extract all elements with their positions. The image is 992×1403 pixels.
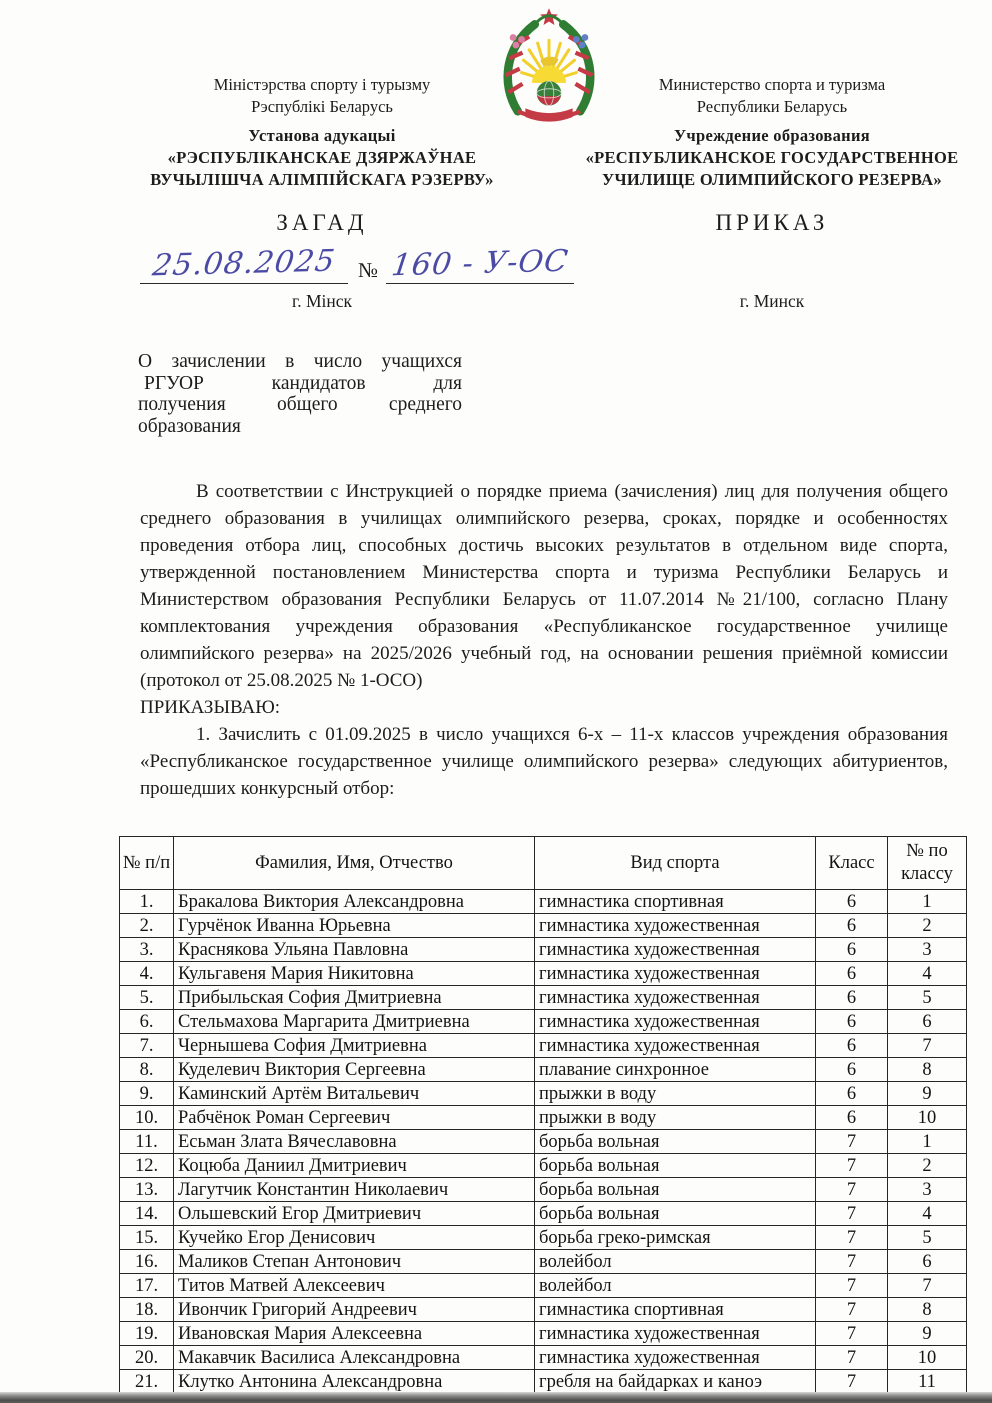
cell-class-number: 4: [888, 1202, 967, 1226]
cell-sport: борьба греко-римская: [535, 1226, 816, 1250]
cell-student-name: Коцюба Даниил Дмитриевич: [174, 1154, 535, 1178]
cell-class-number: 6: [888, 1250, 967, 1274]
cell-sport: гимнастика спортивная: [535, 890, 816, 914]
org-name-be-line2: «РЭСПУБЛІКАНСКАЕ ДЗЯРЖАЎНАЕ: [167, 148, 477, 167]
cell-row-number: 10.: [120, 1106, 174, 1130]
org-name-ru-line1: Учреждение образования: [673, 126, 870, 145]
number-underline: [386, 243, 574, 284]
cell-class-number: 10: [888, 1106, 967, 1130]
doc-type-ru: ПРИКАЗ: [715, 210, 829, 235]
table-row: [120, 1130, 967, 1154]
cell-grade: 6: [816, 962, 888, 986]
cell-student-name: Куделевич Виктория Сергеевна: [174, 1058, 535, 1082]
cell-row-number: 4.: [120, 962, 174, 986]
org-name-ru-line2: «РЕСПУБЛИКАНСКОЕ ГОСУДАРСТВЕННОЕ: [585, 148, 959, 167]
students-table: [119, 836, 967, 1393]
cell-sport: борьба вольная: [535, 1178, 816, 1202]
cell-class-number: 3: [888, 938, 967, 962]
table-row: [120, 1034, 967, 1058]
cell-grade: 7: [816, 1346, 888, 1370]
scan-edge-shadow: [0, 1392, 992, 1403]
cell-row-number: 6.: [120, 1010, 174, 1034]
table-row: [120, 986, 967, 1010]
col-header-num: № п/п: [120, 837, 174, 890]
cell-row-number: 1.: [120, 890, 174, 914]
table-row: [120, 890, 967, 914]
cell-grade: 7: [816, 1322, 888, 1346]
cell-student-name: Чернышева София Дмитриевна: [174, 1034, 535, 1058]
cell-row-number: 3.: [120, 938, 174, 962]
cell-student-name: Прибыльская София Дмитриевна: [174, 986, 535, 1010]
cell-grade: 7: [816, 1202, 888, 1226]
cell-class-number: 2: [888, 914, 967, 938]
header-russian: [576, 74, 968, 191]
cell-class-number: 8: [888, 1298, 967, 1322]
cell-class-number: 6: [888, 1010, 967, 1034]
cell-grade: 7: [816, 1130, 888, 1154]
org-name-be-line3: ВУЧЫЛІШЧА АЛІМПІЙСКАГА РЭЗЕРВУ»: [150, 170, 494, 189]
subject-line: образования: [138, 415, 241, 437]
ministry-name-be-line2: Рэспублікі Беларусь: [251, 97, 393, 116]
table-row: [120, 1370, 967, 1394]
cell-student-name: Ольшевский Егор Дмитриевич: [174, 1202, 535, 1226]
date-underline: [140, 243, 348, 284]
table-row: [120, 1106, 967, 1130]
handwritten-order-number: 160 - У-ОС: [389, 243, 571, 284]
table-row: [120, 1322, 967, 1346]
cell-sport: борьба вольная: [535, 1130, 816, 1154]
cell-row-number: 17.: [120, 1274, 174, 1298]
cell-sport: плавание синхронное: [535, 1058, 816, 1082]
cell-row-number: 20.: [120, 1346, 174, 1370]
cell-grade: 6: [816, 1010, 888, 1034]
ministry-name-ru-line2: Республики Беларусь: [696, 97, 848, 116]
cell-class-number: 8: [888, 1058, 967, 1082]
command-word: ПРИКАЗЫВАЮ:: [140, 697, 281, 718]
cell-row-number: 7.: [120, 1034, 174, 1058]
cell-student-name: Краснякова Ульяна Павловна: [174, 938, 535, 962]
cell-grade: 6: [816, 890, 888, 914]
city-ru: г. Минск: [739, 291, 805, 311]
table-row: [120, 914, 967, 938]
table-row: [120, 1010, 967, 1034]
cell-grade: 7: [816, 1226, 888, 1250]
cell-grade: 7: [816, 1154, 888, 1178]
cell-class-number: 1: [888, 1130, 967, 1154]
cell-student-name: Каминский Артём Витальевич: [174, 1082, 535, 1106]
cell-sport: прыжки в воду: [535, 1106, 816, 1130]
table-row: [120, 1202, 967, 1226]
col-header-sport: Вид спорта: [535, 837, 816, 890]
cell-row-number: 16.: [120, 1250, 174, 1274]
org-name-be-line1: Установа адукацыі: [248, 126, 396, 145]
subject-line: РГУОР кандидатов для: [144, 372, 462, 394]
cell-student-name: Ивановская Мария Алексеевна: [174, 1322, 535, 1346]
cell-class-number: 10: [888, 1346, 967, 1370]
cell-grade: 7: [816, 1370, 888, 1394]
cell-sport: волейбол: [535, 1250, 816, 1274]
cell-sport: гимнастика художественная: [535, 1034, 816, 1058]
cell-grade: 7: [816, 1298, 888, 1322]
header-belarusian: [134, 74, 510, 191]
handwritten-date: 25.08.2025: [150, 243, 338, 284]
cell-grade: 7: [816, 1274, 888, 1298]
cell-sport: гимнастика художественная: [535, 1010, 816, 1034]
cell-class-number: 9: [888, 1082, 967, 1106]
cell-row-number: 11.: [120, 1130, 174, 1154]
cell-grade: 7: [816, 1178, 888, 1202]
cell-student-name: Маликов Степан Антонович: [174, 1250, 535, 1274]
ministry-name-ru-line1: Министерство спорта и туризма: [658, 75, 886, 94]
table-header-row: [120, 837, 967, 890]
cell-student-name: Стельмахова Маргарита Дмитриевна: [174, 1010, 535, 1034]
cell-sport: гимнастика художественная: [535, 938, 816, 962]
cell-class-number: 3: [888, 1178, 967, 1202]
cell-row-number: 19.: [120, 1322, 174, 1346]
cell-class-number: 1: [888, 890, 967, 914]
body-paragraph: В соответствии с Инструкцией о порядке приема (зачисления) лиц для получения общего среднего образования в училищах олимпийского резерва, сроках, порядке и особенностях проведения отбора лиц, способных достичь высоких результатов в отдельном виде спорта, утвержденной постановлением Министерства спорта и туризма Республики Беларусь и Министерством образования Республики Беларусь от 11.07.2014 №21/100, согласно Плану комплектования учреждения образования «Республиканское государственное училище олимпийского резерва» на 2025/2026 учебный год, на основании решения приёмной комиссии (протокол от 25.08.2025 № 1-ОСО): [140, 481, 948, 691]
cell-sport: гимнастика художественная: [535, 1346, 816, 1370]
cell-sport: гимнастика художественная: [535, 962, 816, 986]
cell-class-number: 4: [888, 962, 967, 986]
cell-sport: волейбол: [535, 1274, 816, 1298]
cell-class-number: 11: [888, 1370, 967, 1394]
cell-sport: гимнастика художественная: [535, 986, 816, 1010]
table-row: [120, 1274, 967, 1298]
cell-sport: борьба вольная: [535, 1202, 816, 1226]
cell-row-number: 15.: [120, 1226, 174, 1250]
cell-row-number: 12.: [120, 1154, 174, 1178]
cell-student-name: Рабчёнок Роман Сергеевич: [174, 1106, 535, 1130]
cell-row-number: 5.: [120, 986, 174, 1010]
cell-grade: 6: [816, 938, 888, 962]
cell-student-name: Кульгавеня Мария Никитовна: [174, 962, 535, 986]
cell-grade: 6: [816, 1058, 888, 1082]
cell-grade: 6: [816, 914, 888, 938]
cell-grade: 7: [816, 1250, 888, 1274]
cell-class-number: 9: [888, 1322, 967, 1346]
cell-grade: 6: [816, 1082, 888, 1106]
cell-sport: борьба вольная: [535, 1154, 816, 1178]
cell-class-number: 2: [888, 1154, 967, 1178]
subject-line: О зачислении в число учащихся: [138, 351, 462, 372]
city-be: г. Мінск: [291, 291, 352, 311]
cell-class-number: 5: [888, 986, 967, 1010]
order-number-line: [140, 243, 580, 284]
cell-row-number: 9.: [120, 1082, 174, 1106]
table-row: [120, 1082, 967, 1106]
cell-row-number: 2.: [120, 914, 174, 938]
col-header-name: Фамилия, Имя, Отчество: [174, 837, 535, 890]
table-row: [120, 962, 967, 986]
order-subject: [138, 351, 462, 437]
cell-sport: гимнастика художественная: [535, 1322, 816, 1346]
table-row: [120, 1226, 967, 1250]
table-row: [120, 1154, 967, 1178]
cell-row-number: 8.: [120, 1058, 174, 1082]
cell-grade: 6: [816, 1106, 888, 1130]
cell-sport: гимнастика спортивная: [535, 1298, 816, 1322]
cell-student-name: Макавчик Василиса Александровна: [174, 1346, 535, 1370]
cell-student-name: Титов Матвей Алексеевич: [174, 1274, 535, 1298]
order-item-1: 1. Зачислить с 01.09.2025 в число учащихся 6-х – 11-х классов учреждения образования «Республиканское государственное училище олимпийского резерва» следующих абитуриентов, прошедших конкурсный отбор:: [140, 724, 948, 799]
cell-grade: 6: [816, 986, 888, 1010]
cell-sport: гимнастика художественная: [535, 914, 816, 938]
cell-row-number: 21.: [120, 1370, 174, 1394]
table-row: [120, 938, 967, 962]
cell-student-name: Клутко Антонина Александровна: [174, 1370, 535, 1394]
col-header-grade: Класс: [816, 837, 888, 890]
table-row: [120, 1250, 967, 1274]
table-row: [120, 1058, 967, 1082]
cell-grade: 6: [816, 1034, 888, 1058]
cell-row-number: 18.: [120, 1298, 174, 1322]
col-header-class-num: № по классу: [888, 837, 967, 890]
org-name-ru-line3: УЧИЛИЩЕ ОЛИМПИЙСКОГО РЕЗЕРВА»: [602, 170, 942, 189]
cell-student-name: Бракалова Виктория Александровна: [174, 890, 535, 914]
table-row: [120, 1346, 967, 1370]
cell-class-number: 7: [888, 1034, 967, 1058]
ministry-name-be-line1: Міністэрства спорту і турызму: [213, 75, 431, 94]
cell-sport: гребля на байдарках и каноэ: [535, 1370, 816, 1394]
number-sign-label: №: [358, 258, 379, 282]
cell-student-name: Кучейко Егор Денисович: [174, 1226, 535, 1250]
cell-student-name: Ивончик Григорий Андреевич: [174, 1298, 535, 1322]
cell-row-number: 14.: [120, 1202, 174, 1226]
subject-line: получения общего среднего: [138, 394, 462, 415]
cell-student-name: Гурчёнок Иванна Юрьевна: [174, 914, 535, 938]
cell-row-number: 13.: [120, 1178, 174, 1202]
cell-student-name: Лагутчик Константин Николаевич: [174, 1178, 535, 1202]
cell-class-number: 7: [888, 1274, 967, 1298]
table-row: [120, 1178, 967, 1202]
table-row: [120, 1298, 967, 1322]
order-body: [140, 478, 948, 802]
cell-student-name: Есьман Злата Вячеславовна: [174, 1130, 535, 1154]
cell-class-number: 5: [888, 1226, 967, 1250]
doc-type-be: ЗАГАД: [276, 210, 368, 235]
cell-sport: прыжки в воду: [535, 1082, 816, 1106]
